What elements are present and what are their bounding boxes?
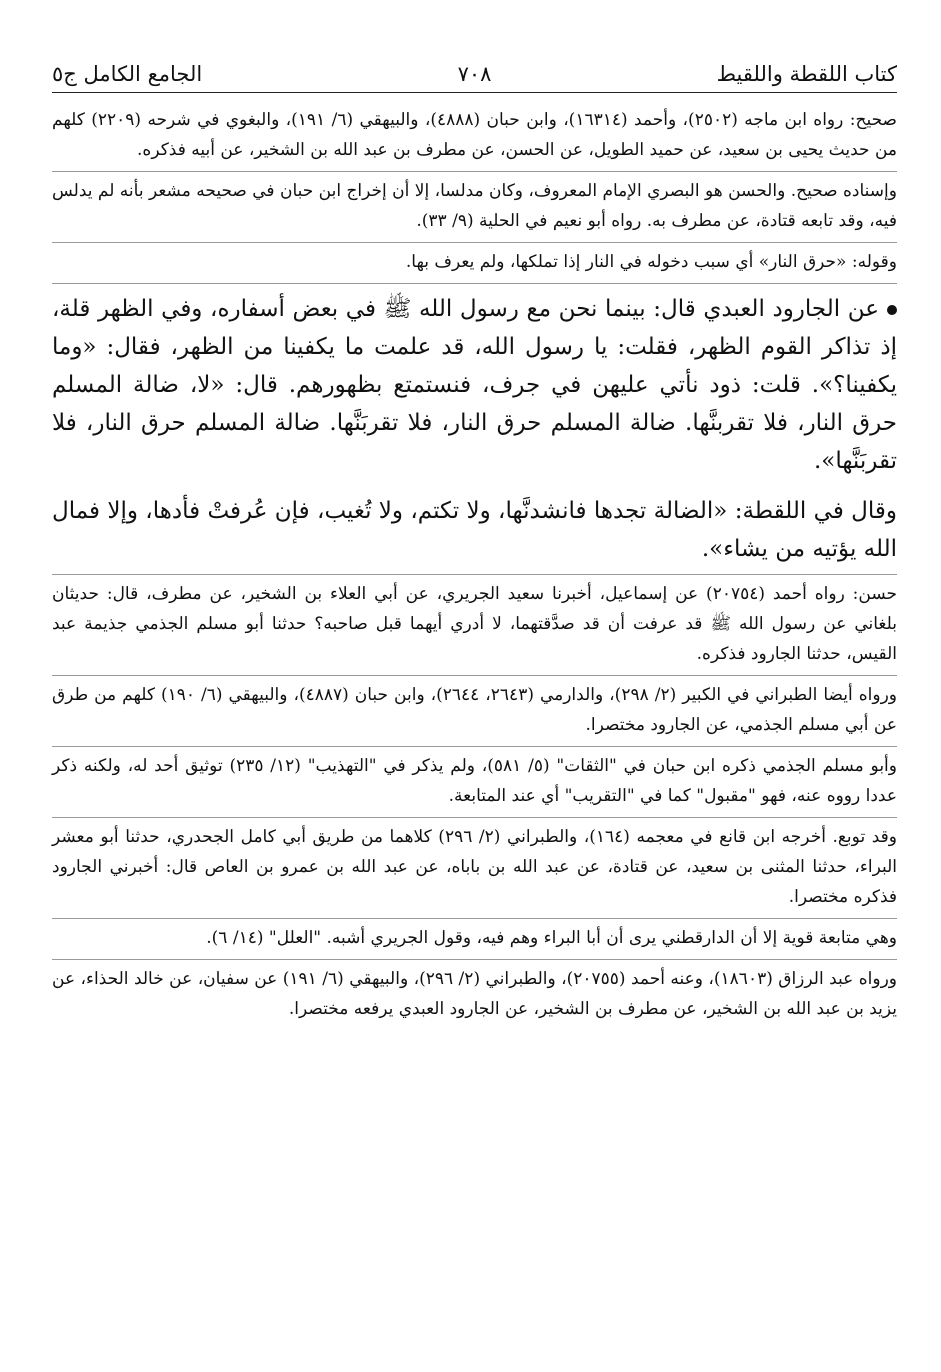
page-number: ٧٠٨ <box>457 62 492 86</box>
hadith-body: عن الجارود العبدي قال: بينما نحن مع رسول الله ﷺ في بعض أسفاره، وفي الظهر قلة، إذ تذاكر القوم الظهر، فقلت: يا رسول الله، قد علمت ما يكفينا من الظهر، فقال: «وما يكفينا؟». قلت: ذود نأتي عليهن في جرف، فنستمتع بظهورهم. قال: «لا، ضالة المسلم حرق النار، فلا تقربنَّها. ضالة المسلم حرق النار، فلا تقربَنَّها. ضالة المسلم حرق النار، فلا تقربَنَّها». <box>52 296 897 474</box>
commentary-paragraph: وقوله: «حرق النار» أي سبب دخوله في النار إذا تملكها، ولم يعرف بها. <box>52 243 897 284</box>
bullet-icon <box>887 305 897 315</box>
hadith-text <box>52 284 897 486</box>
commentary-paragraph: وإسناده صحيح. والحسن هو البصري الإمام المعروف، وكان مدلسا، إلا أن إخراج ابن حبان في صحيحه مشعر بأنه لم يدلس فيه، وقد تابعه قتادة، عن مطرف به. رواه أبو نعيم في الحلية (٩/ ٣٣). <box>52 172 897 243</box>
book-page <box>52 56 897 1356</box>
commentary-paragraph: وأبو مسلم الجذمي ذكره ابن حبان في "الثقات" (٥/ ٥٨١)، ولم يذكر في "التهذيب" (١٢/ ٢٣٥) توثيق أحد له، ولكنه ذكر عددا رووه عنه، فهو "مقبول" كما في "التقريب" أي عند المتابعة. <box>52 747 897 818</box>
commentary-paragraph: ورواه أيضا الطبراني في الكبير (٢/ ٢٩٨)، والدارمي (٢٦٤٣، ٢٦٤٤)، وابن حبان (٤٨٨٧)، والبيهقي (٦/ ١٩٠) كلهم من طرق عن أبي مسلم الجذمي، عن الجارود مختصرا. <box>52 676 897 747</box>
page-header <box>52 56 897 93</box>
commentary-paragraph: صحيح: رواه ابن ماجه (٢٥٠٢)، وأحمد (١٦٣١٤)، وابن حبان (٤٨٨٨)، والبيهقي (٦/ ١٩١)، والبغوي في شرحه (٢٢٠٩) كلهم من حديث يحيى بن سعيد، عن حميد الطويل، عن الحسن، عن مطرف بن عبد الله بن الشخير، عن أبيه فذكره. <box>52 101 897 172</box>
commentary-paragraph: ورواه عبد الرزاق (١٨٦٠٣)، وعنه أحمد (٢٠٧٥٥)، والطبراني (٢/ ٢٩٦)، والبيهقي (٦/ ١٩١) عن سفيان، عن خالد الحذاء، عن يزيد بن عبد الله بن الشخير، عن مطرف بن الشخير، عن الجارود العبدي يرفعه مختصرا. <box>52 969 897 1019</box>
hadith-text: وقال في اللقطة: «الضالة تجدها فانشدنَّها، ولا تكتم، ولا تُغيب، فإن عُرفتْ فأدها، وإلا فمال الله يؤتيه من يشاء». <box>52 486 897 575</box>
commentary-paragraph: وقد توبع. أخرجه ابن قانع في معجمه (١٦٤)، والطبراني (٢/ ٢٩٦) كلاهما من طريق أبي كامل الجحدري، حدثنا أبو معشر البراء، حدثنا المثنى بن سعيد، عن قتادة، عن عبد الله بن باباه، عن عبد الله بن عمرو بن العاص قال: أخبرني الجارود فذكره مختصرا. <box>52 818 897 919</box>
page-content <box>52 93 897 1030</box>
chapter-title: كتاب اللقطة واللقيط <box>716 62 897 86</box>
book-title: الجامع الكامل ج٥ <box>52 62 203 86</box>
commentary-paragraph: وهي متابعة قوية إلا أن الدارقطني يرى أن أبا البراء وهم فيه، وقول الجريري أشبه. "العلل" (١٤/ ٦). <box>52 919 897 960</box>
commentary-paragraph: حسن: رواه أحمد (٢٠٧٥٤) عن إسماعيل، أخبرنا سعيد الجريري، عن أبي العلاء بن الشخير، عن مطرف، قال: حديثان بلغاني عن رسول الله ﷺ قد عرفت أن قد صدَّقتهما، لا أدري أيهما قبل صاحبه؟ حدثنا أبو مسلم الجذمي جذيمة عبد القيس، حدثنا الجارود فذكره. <box>52 575 897 676</box>
